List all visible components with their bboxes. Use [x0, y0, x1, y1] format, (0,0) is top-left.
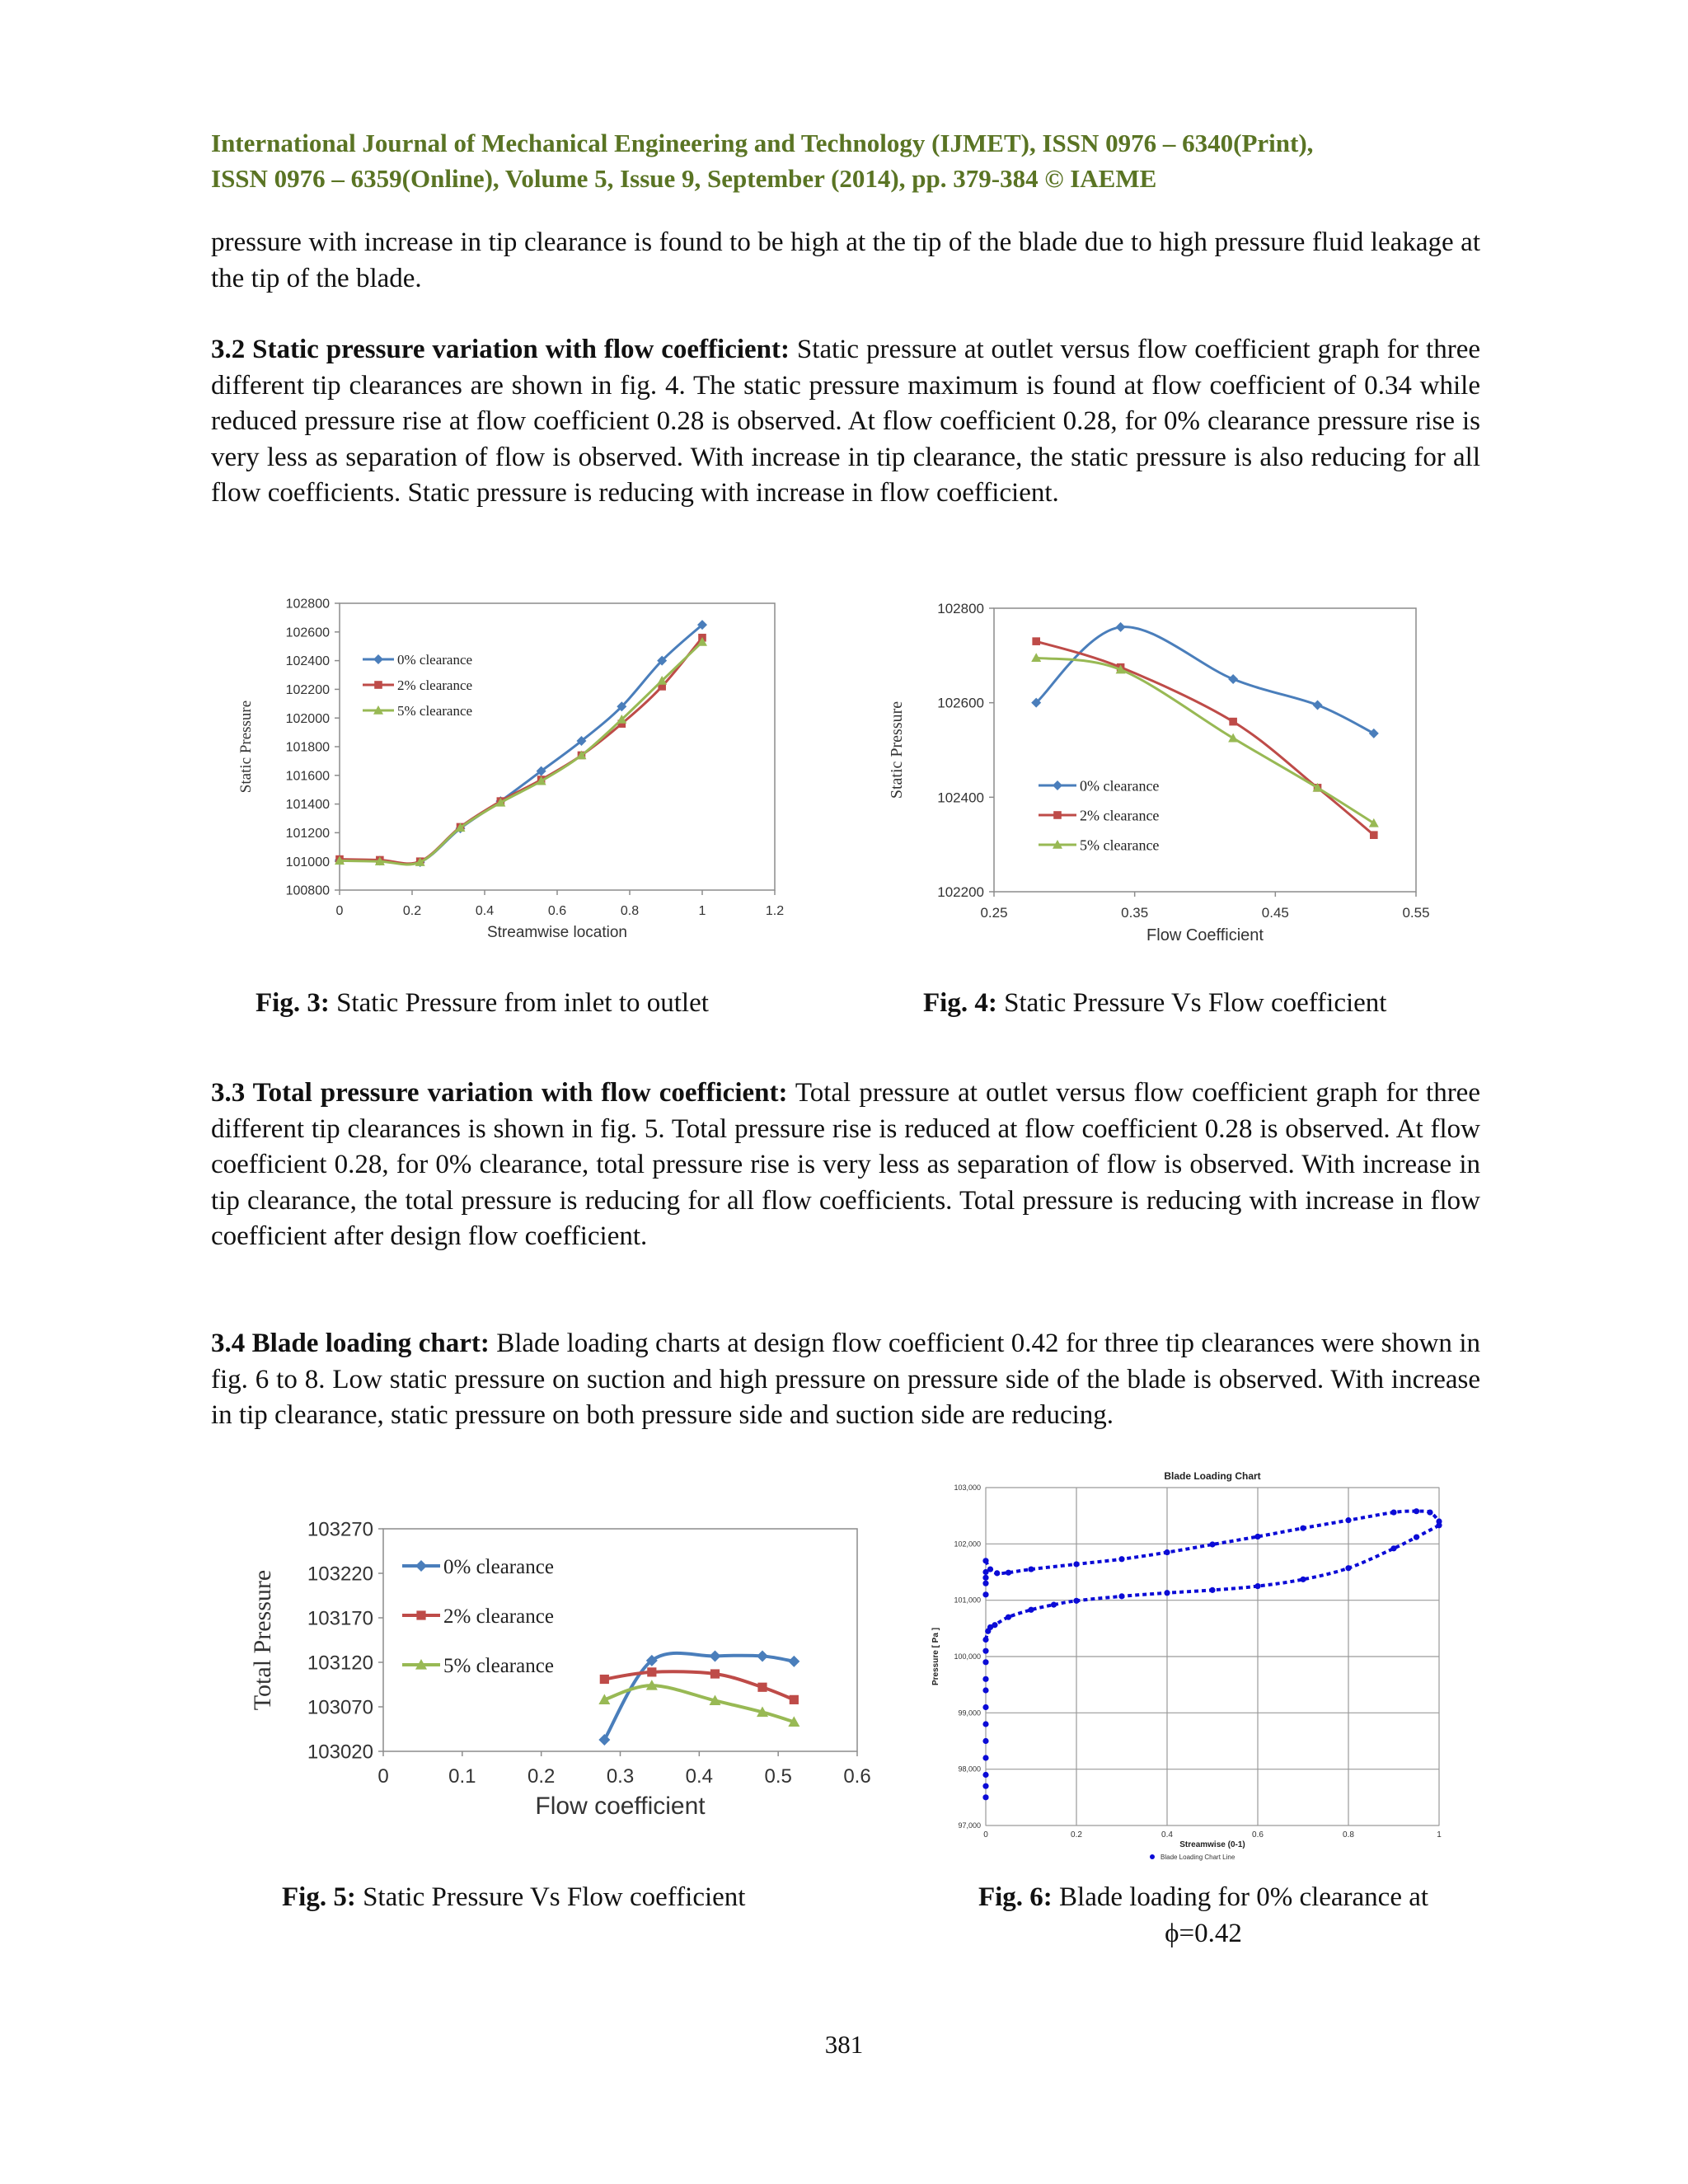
fig3-xtick-label: 0 — [335, 904, 344, 918]
section-3-3-title: 3.3 Total pressure variation with flow coefficient: — [211, 1078, 788, 1108]
fig4-data-point — [1370, 831, 1378, 839]
fig4-legend-label: 2% clearance — [1080, 807, 1160, 824]
fig6-xtick-label: 0 — [983, 1830, 988, 1840]
fig3-ytick-label: 101600 — [285, 769, 330, 784]
section-3-4-body: Blade loading charts at design flow coefficient 0.42 for three tip clearances were shown in fig. 6 to 8. Low static pressure on suction and high pressure on pressure side of the blade is observed. With increase in tip clearance, static pressure on both pressure side and suction side are reducing. — [211, 1329, 1480, 1430]
fig4-caption-text: Static Pressure Vs Flow coefficient — [996, 988, 1387, 1018]
fig6-ytick-label: 103,000 — [954, 1483, 981, 1492]
fig6-ytick-label: 97,000 — [958, 1821, 981, 1830]
fig3-xtick-label: 0.6 — [547, 904, 567, 918]
fig3-xtick-label: 1.2 — [765, 904, 785, 918]
fig6-caption-phi: ϕ=0.42 — [1165, 1919, 1242, 1948]
fig3-caption — [256, 985, 709, 1021]
fig3-ytick-label: 102400 — [285, 654, 330, 669]
fig3-ytick-label: 101400 — [285, 798, 330, 813]
fig5-ytick-label: 103220 — [307, 1563, 373, 1586]
fig4-data-point — [1032, 637, 1040, 645]
fig5-xtick-label: 0.5 — [764, 1765, 792, 1788]
section-3-3-body: Total pressure at outlet versus flow coefficient graph for three different tip clearances is shown in fig. 5. Total pressure rise is reduced at flow coefficient 0.28 is observed. At flow coefficient 0.28, for 0% clearance, total pressure rise is very less as separation of flow is observed. With increase in tip clearance, the total pressure is reducing for all flow coefficients. Total pressure is reducing with increase in flow coefficient after design flow coefficient. — [211, 1078, 1480, 1251]
fig6-ytick-label: 101,000 — [954, 1596, 981, 1605]
fig4-ytick-label: 102200 — [937, 883, 984, 900]
fig5-ytick-label: 103020 — [307, 1741, 373, 1764]
fig6-ylabel: Pressure [ Pa ] — [931, 1627, 940, 1686]
section-3-2-title: 3.2 Static pressure variation with flow coefficient: — [211, 335, 790, 364]
fig5-ytick-label: 103120 — [307, 1652, 373, 1675]
fig4-ylabel: Static Pressure — [888, 701, 906, 799]
fig4-xtick-label: 0.55 — [1402, 905, 1430, 921]
fig5-data-point — [790, 1695, 799, 1704]
fig6-data-point — [982, 1794, 988, 1800]
fig6-data-point — [982, 1648, 988, 1654]
fig4-xtick-label: 0.25 — [980, 905, 1008, 921]
fig6-data-point — [982, 1581, 988, 1586]
fig3-ytick-label: 102600 — [285, 626, 330, 640]
fig4-ytick-label: 102800 — [937, 600, 984, 616]
paragraph-continued: pressure with increase in tip clearance is found to be high at the tip of the blade due to high pressure fluid leakage at the tip of the blade. — [211, 227, 1480, 293]
fig6-caption-text: Blade loading for 0% clearance at — [1052, 1882, 1429, 1912]
fig4-xtick-label: 0.35 — [1121, 905, 1149, 921]
fig4-data-point — [1229, 718, 1237, 726]
fig6-chart — [915, 1463, 1459, 1867]
fig5-xtick-label: 0 — [377, 1765, 389, 1788]
fig6-xlabel: Streamwise (0-1) — [1179, 1840, 1245, 1849]
fig4-caption-label: Fig. 4: — [923, 988, 997, 1018]
fig4-xtick-label: 0.45 — [1261, 905, 1289, 921]
fig6-xtick-label: 0.4 — [1161, 1830, 1173, 1840]
section-3-3 — [211, 1076, 1480, 1255]
fig5-caption-label: Fig. 5: — [282, 1882, 356, 1912]
fig6-ytick-label: 98,000 — [958, 1765, 981, 1774]
section-3-2-body: Static pressure at outlet versus flow coefficient graph for three different tip clearances are shown in fig. 4. The static pressure maximum is found at flow coefficient of 0.34 while reduced pressure rise at flow coefficient 0.28 is observed. At flow coefficient 0.28, for 0% clearance pressure rise is very less as separation of flow is observed. With increase in tip clearance, the static pressure is also reducing for all flow coefficients. Static pressure is reducing with increase in flow coefficient. — [211, 335, 1480, 508]
fig5-caption-text: Static Pressure Vs Flow coefficient — [355, 1882, 746, 1912]
fig6-xtick-label: 0.2 — [1071, 1830, 1082, 1840]
fig6-xtick-label: 1 — [1437, 1830, 1442, 1840]
fig3-legend-label: 2% clearance — [397, 677, 473, 693]
fig3-xlabel: Streamwise location — [486, 924, 628, 941]
fig3-caption-label: Fig. 3: — [256, 988, 330, 1018]
fig6-data-point — [982, 1591, 988, 1597]
fig3-legend-label: 5% clearance — [397, 702, 473, 719]
fig6-caption — [931, 1879, 1475, 1952]
fig6-ytick-label: 102,000 — [954, 1540, 981, 1549]
fig4-xlabel: Flow Coefficient — [1146, 926, 1264, 944]
fig6-data-point — [982, 1738, 988, 1744]
fig3-legend-label: 0% clearance — [397, 651, 473, 668]
fig3-xtick-label: 1 — [698, 904, 706, 918]
fig4-caption — [923, 985, 1386, 1021]
fig3-ylabel: Static Pressure — [237, 700, 255, 794]
fig6-legend-label: Blade Loading Chart Line — [1160, 1854, 1236, 1861]
fig5-data-point — [647, 1667, 656, 1676]
fig3-xtick-label: 0.4 — [475, 904, 495, 918]
section-3-2 — [211, 332, 1480, 512]
header-line-2: ISSN 0976 – 6359(Online), Volume 5, Issue 9, September (2014), pp. 379-384 © IAEME — [211, 164, 1157, 193]
fig4-ytick-label: 102600 — [937, 695, 984, 711]
section-3-4 — [211, 1326, 1480, 1434]
fig4-legend-marker — [1053, 811, 1062, 819]
fig3-xtick-label: 0.8 — [620, 904, 640, 918]
fig6-data-point — [982, 1704, 988, 1710]
fig6-legend-marker — [1150, 1854, 1155, 1859]
fig5-legend-marker — [416, 1610, 425, 1619]
fig4-ytick-label: 102400 — [937, 790, 984, 806]
fig3-caption-text: Static Pressure from inlet to outlet — [329, 988, 709, 1018]
fig3-chart — [223, 577, 816, 956]
fig5-xtick-label: 0.4 — [685, 1765, 714, 1788]
fig3-ytick-label: 101000 — [285, 855, 330, 869]
fig5-data-point — [710, 1669, 720, 1678]
fig6-data-point — [982, 1687, 988, 1693]
fig6-xtick-label: 0.6 — [1252, 1830, 1264, 1840]
fig6-data-point — [982, 1783, 988, 1789]
fig6-caption-label: Fig. 6: — [978, 1882, 1053, 1912]
fig5-ytick-label: 103170 — [307, 1607, 373, 1630]
fig6-xtick-label: 0.8 — [1343, 1830, 1354, 1840]
fig3-legend-marker — [374, 681, 382, 689]
fig4-chart — [874, 581, 1451, 956]
fig3-ytick-label: 102800 — [285, 597, 330, 612]
fig5-xtick-label: 0.6 — [843, 1765, 871, 1788]
fig6-title: Blade Loading Chart — [1164, 1470, 1261, 1482]
fig6-ytick-label: 99,000 — [958, 1708, 981, 1718]
fig3-ytick-label: 100800 — [285, 883, 330, 898]
fig5-chart — [247, 1508, 890, 1863]
fig5-legend-label: 2% clearance — [443, 1605, 554, 1628]
fig4-plot-area — [994, 608, 1416, 892]
fig4-legend-label: 5% clearance — [1080, 837, 1160, 854]
fig6-data-point — [982, 1569, 988, 1575]
fig5-legend-label: 0% clearance — [443, 1555, 554, 1578]
journal-header — [211, 125, 1480, 196]
fig5-ytick-label: 103070 — [307, 1696, 373, 1719]
fig6-data-point — [982, 1575, 988, 1581]
fig5-xtick-label: 0.2 — [527, 1765, 556, 1788]
header-line-1: International Journal of Mechanical Engineering and Technology (IJMET), ISSN 0976 – 6340(Print), — [211, 129, 1314, 157]
fig6-data-point — [982, 1772, 988, 1778]
fig4-legend-label: 0% clearance — [1080, 777, 1160, 794]
fig6-data-point — [982, 1755, 988, 1760]
page-number: 381 — [824, 2030, 864, 2059]
fig3-ytick-label: 102200 — [285, 683, 330, 697]
fig5-xlabel: Flow coefficient — [535, 1793, 706, 1820]
fig5-ytick-label: 103270 — [307, 1518, 373, 1541]
fig3-ytick-label: 102000 — [285, 711, 330, 726]
fig5-xtick-label: 0.3 — [606, 1765, 635, 1788]
section-3-4-title: 3.4 Blade loading chart: — [211, 1329, 490, 1358]
fig5-data-point — [757, 1683, 767, 1692]
fig5-legend-label: 5% clearance — [443, 1654, 554, 1677]
fig3-ytick-label: 101800 — [285, 740, 330, 755]
fig5-caption — [282, 1879, 745, 1915]
fig6-ytick-label: 100,000 — [954, 1652, 981, 1661]
fig5-data-point — [600, 1675, 609, 1684]
fig6-data-point — [982, 1676, 988, 1682]
fig5-xtick-label: 0.1 — [448, 1765, 476, 1788]
fig6-data-point — [982, 1659, 988, 1665]
fig3-plot-area — [340, 603, 775, 890]
fig5-ylabel: Total Pressure — [249, 1569, 276, 1711]
fig3-ytick-label: 101200 — [285, 827, 330, 841]
fig3-xtick-label: 0.2 — [402, 904, 422, 918]
fig6-data-point — [982, 1721, 988, 1727]
